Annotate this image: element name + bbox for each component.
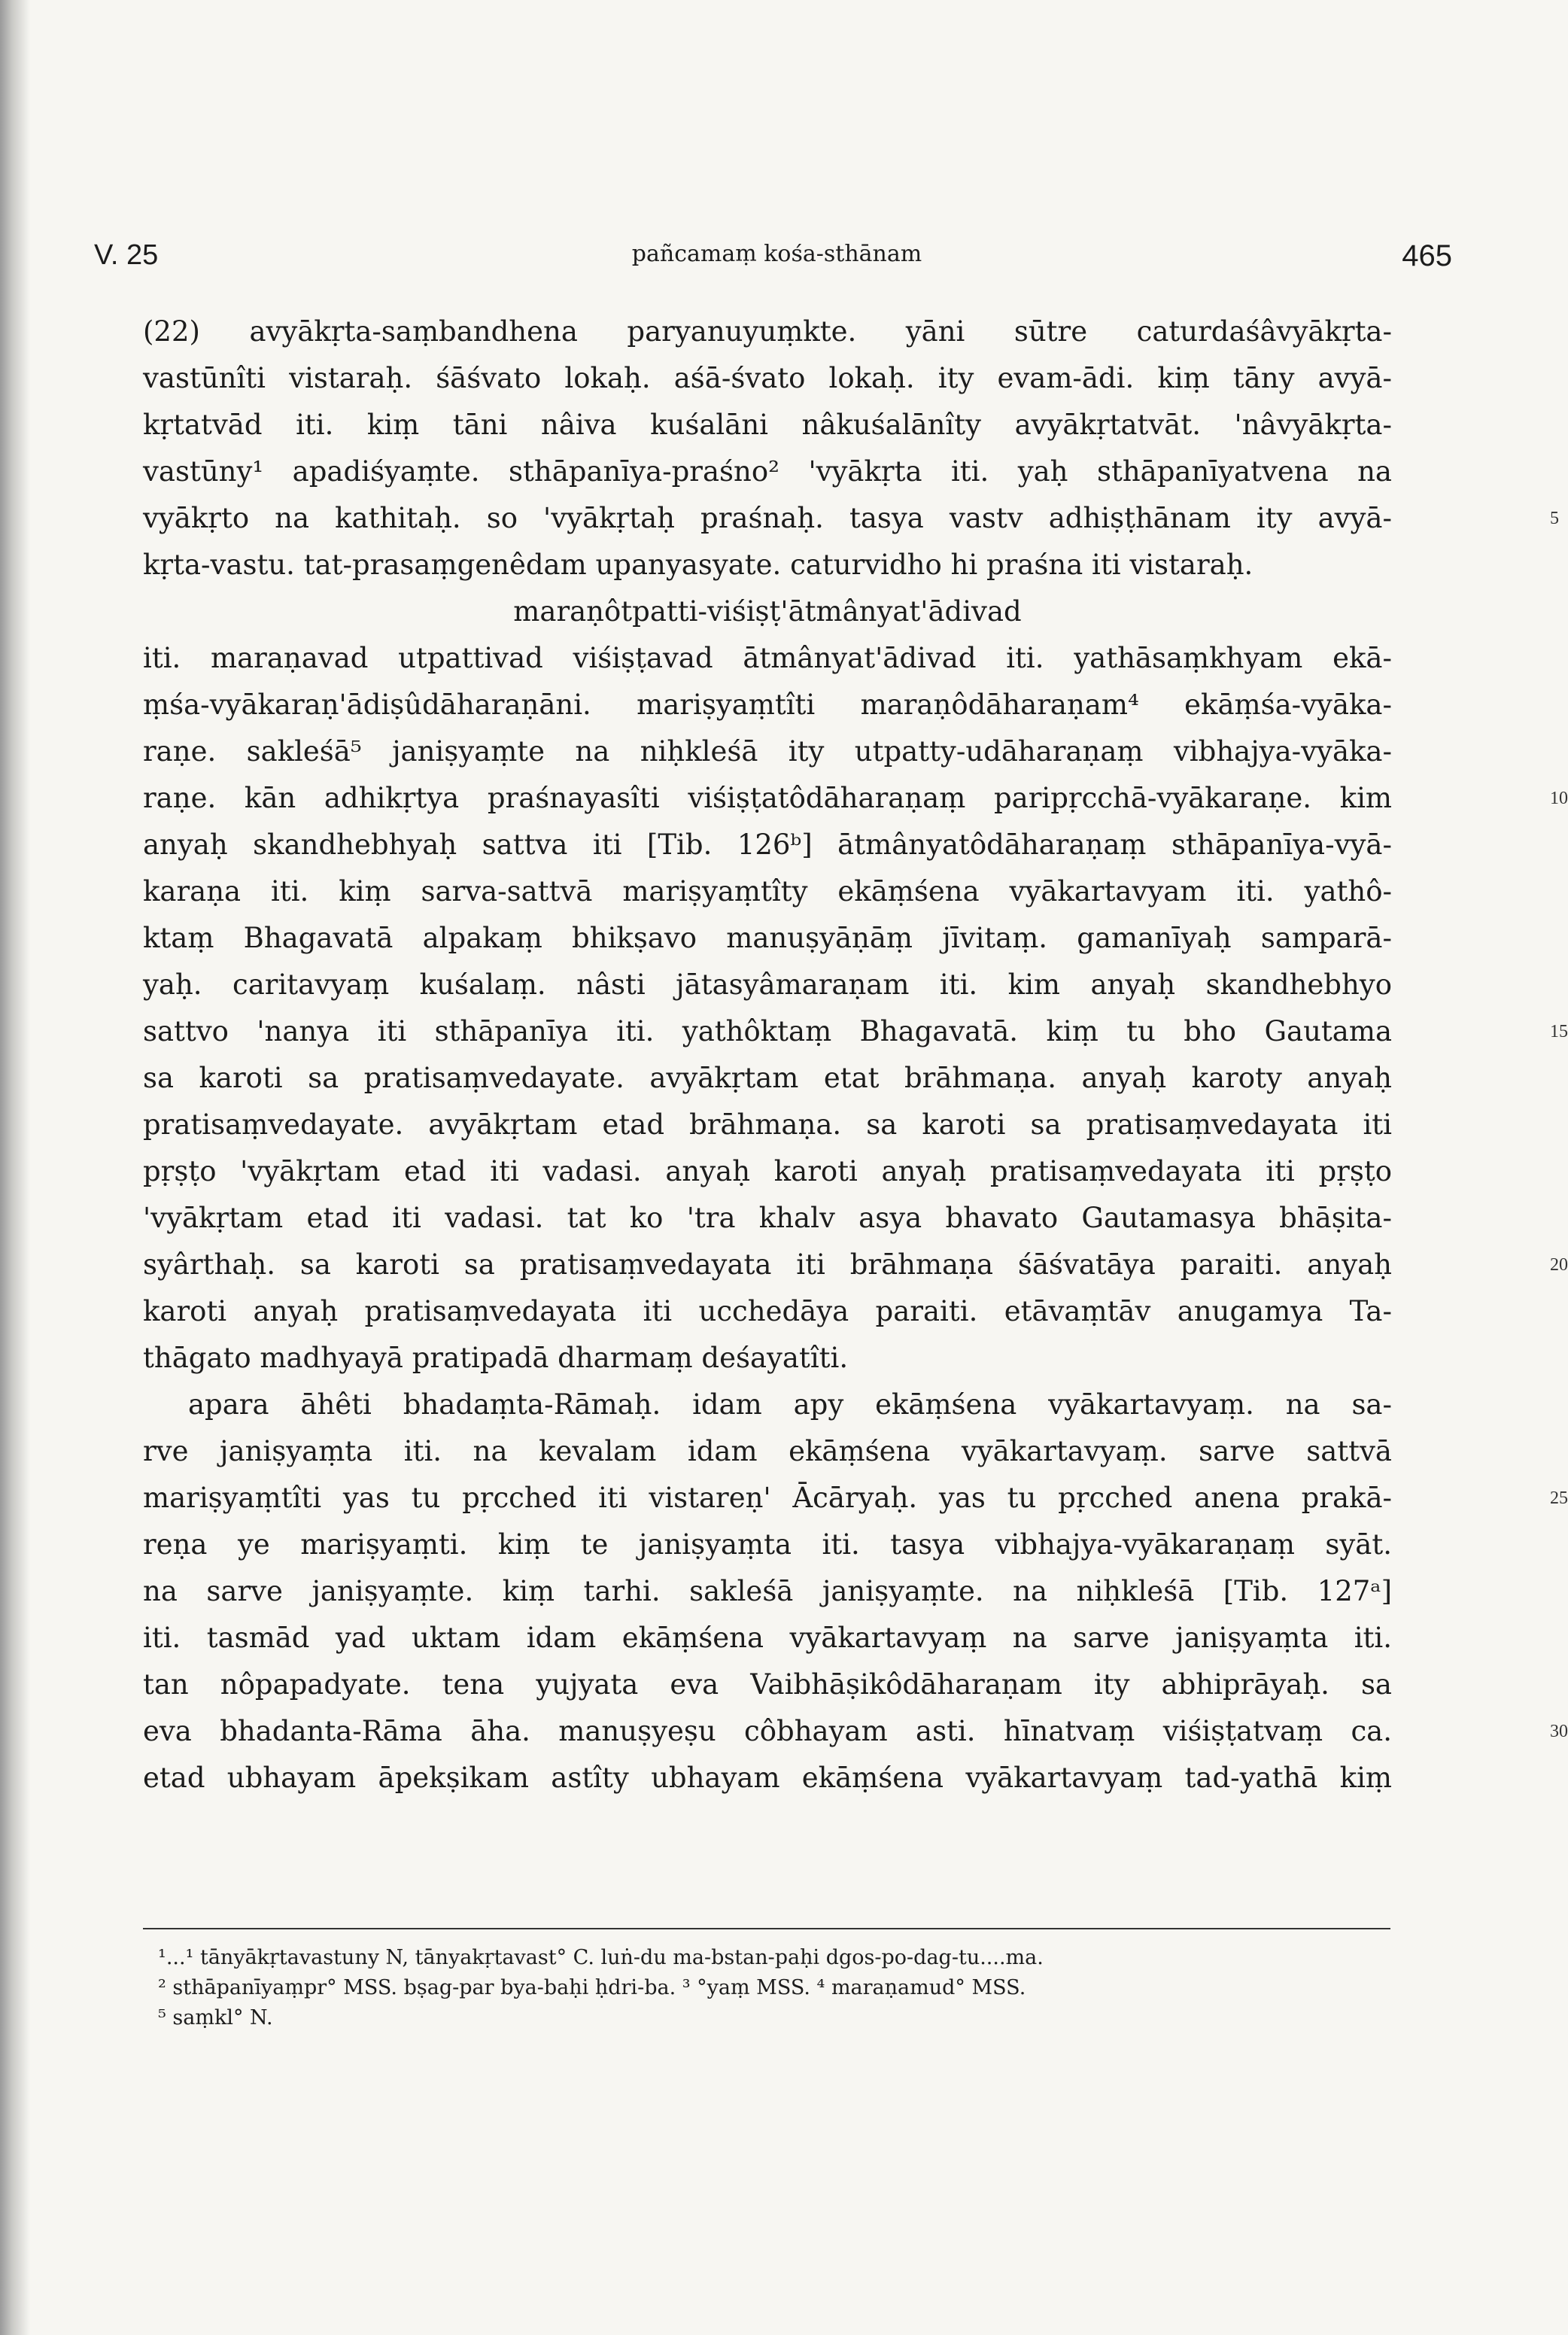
page-number: 465 bbox=[1402, 239, 1452, 272]
page-header bbox=[94, 239, 1460, 284]
text-line: rve janiṣyaṃta iti. na kevalam idam ekāṃśena vyākartavyaṃ. sarve sattvā bbox=[143, 1435, 1392, 1467]
text-line: vastūnîti vistaraḥ. śāśvato lokaḥ. aśā-śvato lokaḥ. ity evam-ādi. kiṃ tāny avyā- bbox=[143, 362, 1392, 394]
line-number: 10 bbox=[1550, 789, 1568, 808]
line-number: 30 bbox=[1550, 1722, 1568, 1741]
text-line: pṛṣṭo 'vyākṛtam etad iti vadasi. anyaḥ karoti anyaḥ pratisaṃvedayata iti pṛṣṭo bbox=[143, 1155, 1392, 1187]
text-line: eva bhadanta-Rāma āha. manuṣyeṣu côbhayam asti. hīnatvaṃ viśiṣṭatvaṃ ca. bbox=[143, 1715, 1392, 1747]
text-line: ktaṃ Bhagavatā alpakaṃ bhikṣavo manuṣyāṇāṃ jīvitaṃ. gamanīyaḥ samparā- bbox=[143, 922, 1392, 954]
text-line: vyākṛto na kathitaḥ. so 'vyākṛtaḥ praśnaḥ. tasya vastv adhiṣṭhānam ity avyā- bbox=[143, 502, 1392, 534]
text-line: iti. tasmād yad uktam idam ekāṃśena vyākartavyaṃ na sarve janiṣyaṃta iti. bbox=[143, 1622, 1392, 1654]
running-head: pañcamaṃ kośa-sthānam bbox=[631, 241, 922, 267]
text-line: vastūny¹ apadiśyaṃte. sthāpanīya-praśno² 'vyākṛta iti. yaḥ sthāpanīyatvena na bbox=[143, 455, 1392, 488]
section-reference: V. 25 bbox=[94, 239, 159, 271]
text-line: karoti anyaḥ pratisaṃvedayata iti ucchedāya paraiti. etāvaṃtāv anugamya Ta- bbox=[143, 1295, 1392, 1327]
text-line: kṛta-vastu. tat-prasaṃgenêdam upanyasyate. caturvidho hi praśna iti vistaraḥ. bbox=[143, 549, 1253, 581]
line-number: 15 bbox=[1550, 1022, 1568, 1041]
text-line: syârthaḥ. sa karoti sa pratisaṃvedayata iti brāhmaṇa śāśvatāya paraiti. anyaḥ bbox=[143, 1248, 1392, 1281]
text-line: karaṇa iti. kiṃ sarva-sattvā mariṣyaṃtîty ekāṃśena vyākartavyam iti. yathô- bbox=[143, 875, 1392, 908]
main-text bbox=[143, 309, 1568, 1801]
text-line: sattvo 'nanya iti sthāpanīya iti. yathôktaṃ Bhagavatā. kiṃ tu bho Gautama bbox=[143, 1015, 1392, 1047]
text-line: 'vyākṛtam etad iti vadasi. tat ko 'tra khalv asya bhavato Gautamasya bhāṣita- bbox=[143, 1202, 1392, 1234]
line-number: 20 bbox=[1550, 1255, 1568, 1275]
text-line: na sarve janiṣyaṃte. kiṃ tarhi. sakleśā janiṣyaṃte. na niḥkleśā [Tib. 127ᵃ] bbox=[143, 1575, 1392, 1607]
text-line: apara āhêti bhadaṃta-Rāmaḥ. idam apy ekāṃśena vyākartavyaṃ. na sa- bbox=[188, 1388, 1392, 1421]
footnote-line: ² sthāpanīyaṃpr° MSS. bṣag-par bya-baḥi ḥdri-ba. ³ °yaṃ MSS. ⁴ maraṇamud° MSS. bbox=[158, 1976, 1026, 1999]
footnote-rule bbox=[143, 1928, 1390, 1929]
text-line: sa karoti sa pratisaṃvedayate. avyākṛtam etat brāhmaṇa. anyaḥ karoty anyaḥ bbox=[143, 1062, 1392, 1094]
text-line: (22) avyākṛta-saṃbandhena paryanuyuṃkte. yāni sūtre caturdaśâvyākṛta- bbox=[143, 315, 1392, 348]
text-line: mariṣyaṃtîti yas tu pṛcched iti vistareṇ' Ācāryaḥ. yas tu pṛcched anena prakā- bbox=[143, 1482, 1392, 1514]
footnote-line: ¹...¹ tānyākṛtavastuny N, tānyakṛtavast° C. luṅ-du ma-bstan-paḥi dgos-po-dag-tu....ma. bbox=[158, 1946, 1044, 1969]
scan-edge-shadow bbox=[0, 0, 30, 2335]
verse-line: maraṇôtpatti-viśiṣṭ'ātmânyat'ādivad bbox=[513, 595, 1022, 628]
text-line: kṛtatvād iti. kiṃ tāni nâiva kuśalāni nâkuśalānîty avyākṛtatvāt. 'nâvyākṛta- bbox=[143, 409, 1392, 441]
text-line: iti. maraṇavad utpattivad viśiṣṭavad ātmânyat'ādivad iti. yathāsaṃkhyam ekā- bbox=[143, 642, 1392, 674]
text-line: pratisaṃvedayate. avyākṛtam etad brāhmaṇa. sa karoti sa pratisaṃvedayata iti bbox=[143, 1108, 1392, 1141]
text-line: ṃśa-vyākaraṇ'ādiṣûdāharaṇāni. mariṣyaṃtîti maraṇôdāharaṇam⁴ ekāṃśa-vyāka- bbox=[143, 689, 1392, 721]
footnote-line: ⁵ saṃkl° N. bbox=[158, 2006, 273, 2029]
text-line: raṇe. sakleśā⁵ janiṣyaṃte na niḥkleśā ity utpatty-udāharaṇaṃ vibhajya-vyāka- bbox=[143, 735, 1392, 768]
text-line: tan nôpapadyate. tena yujyata eva Vaibhāṣikôdāharaṇam ity abhiprāyaḥ. sa bbox=[143, 1668, 1392, 1701]
line-number: 5 bbox=[1550, 509, 1559, 528]
text-line: raṇe. kān adhikṛtya praśnayasîti viśiṣṭatôdāharaṇaṃ paripṛcchā-vyākaraṇe. kim bbox=[143, 782, 1392, 814]
text-line: yaḥ. caritavyaṃ kuśalaṃ. nâsti jātasyâmaraṇam iti. kim anyaḥ skandhebhyo bbox=[143, 968, 1392, 1001]
text-line: thāgato madhyayā pratipadā dharmaṃ deśayatîti. bbox=[143, 1342, 849, 1374]
text-line: etad ubhayam āpekṣikam astîty ubhayam ekāṃśena vyākartavyaṃ tad-yathā kiṃ bbox=[143, 1762, 1392, 1794]
text-line: anyaḥ skandhebhyaḥ sattva iti [Tib. 126ᵇ] ātmânyatôdāharaṇaṃ sthāpanīya-vyā- bbox=[143, 828, 1392, 861]
footnotes bbox=[158, 1943, 1392, 2033]
line-number: 25 bbox=[1550, 1488, 1568, 1508]
text-line: reṇa ye mariṣyaṃti. kiṃ te janiṣyaṃta iti. tasya vibhajya-vyākaraṇaṃ syāt. bbox=[143, 1528, 1392, 1561]
